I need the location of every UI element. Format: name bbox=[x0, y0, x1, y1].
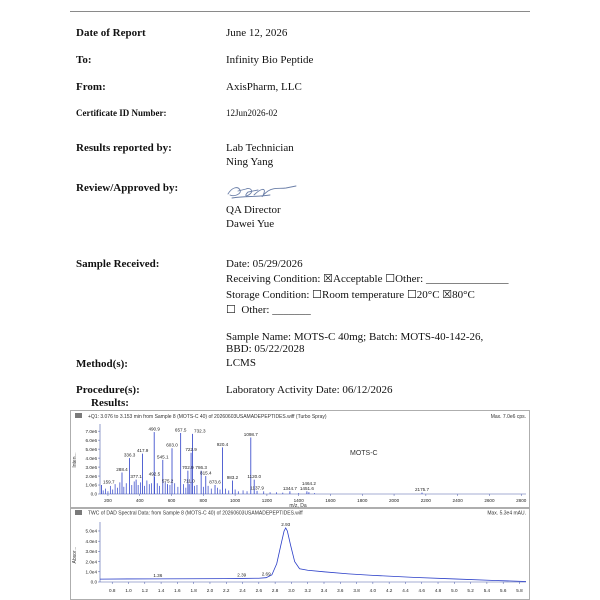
peak-label: 1464.2 bbox=[301, 481, 316, 487]
retention-time-label: 2.69 bbox=[261, 571, 271, 577]
x-tick-label: 1.0 bbox=[125, 588, 132, 593]
x-tick-label: 3.4 bbox=[320, 588, 328, 593]
x-tick-label: 1.2 bbox=[141, 588, 148, 593]
mass-spectrum-frame bbox=[71, 411, 530, 508]
x-tick-label: 1800 bbox=[357, 498, 368, 503]
mass-spectrum-max-label: Max. 7.0e6 cps. bbox=[490, 414, 526, 420]
peak-label: 732.3 bbox=[194, 428, 206, 434]
chromatogram-header: TWC of DAD Spectral Data: from Sample 8 (MOTS-C 40) of 20260603USAMADEPEPTIDES.wiff bbox=[88, 510, 303, 517]
x-tick-label: 2000 bbox=[388, 498, 400, 503]
peak-label: 1098.7 bbox=[243, 431, 258, 437]
peak-label: 575.2 bbox=[161, 478, 174, 484]
y-tick-label: 1.0e6 bbox=[85, 482, 97, 488]
y-tick-label: 6.0e6 bbox=[85, 437, 97, 443]
x-tick-label: 3.6 bbox=[337, 588, 344, 593]
mass-spectrum-chart bbox=[70, 410, 530, 508]
x-tick-label: 3.8 bbox=[353, 588, 360, 593]
chromatogram-trace bbox=[100, 528, 526, 582]
y-tick-label: 7.0e6 bbox=[85, 428, 97, 434]
from-value: AxisPharm, LLC bbox=[226, 81, 302, 93]
peak-label: 490.9 bbox=[148, 426, 160, 432]
storage-condition: Storage Condition: ☐Room temperature ☐20°C ☒80°C bbox=[226, 289, 475, 301]
to-label: To: bbox=[76, 54, 92, 66]
sample-received-date: Date: 05/29/2026 bbox=[226, 258, 303, 270]
x-tick-label: 2.8 bbox=[271, 588, 279, 593]
y-tick-label: 2.0e4 bbox=[85, 559, 97, 565]
y-tick-label: 1.0e4 bbox=[85, 569, 97, 575]
from-label: From: bbox=[76, 81, 106, 93]
y-tick-label: 4.0e6 bbox=[85, 455, 97, 461]
peak-label: 603.0 bbox=[166, 442, 178, 448]
peak-label: 2175.7 bbox=[414, 487, 430, 493]
y-tick-label: 4.0e4 bbox=[85, 538, 97, 544]
method-value: LCMS bbox=[226, 357, 256, 369]
peak-label: 1344.7 bbox=[282, 485, 297, 491]
sample-bbd: BBD: 05/22/2028 bbox=[226, 343, 305, 355]
x-tick-label: 4.2 bbox=[385, 588, 393, 593]
x-tick-label: 2.2 bbox=[223, 588, 230, 593]
mass-spectrum-title: MOTS-C bbox=[350, 450, 378, 457]
chromatogram-frame bbox=[71, 509, 530, 600]
review-approved-by-label: Review/Approved by: bbox=[76, 182, 179, 194]
peak-label: 702.9 bbox=[182, 465, 194, 471]
retention-time-label: 2.93 bbox=[281, 521, 291, 527]
x-tick-label: 800 bbox=[199, 498, 208, 503]
chart-header-icon bbox=[75, 510, 82, 515]
peak-label: 983.2 bbox=[226, 475, 239, 481]
peak-label: 711.0 bbox=[183, 478, 195, 484]
x-tick-label: 5.4 bbox=[483, 588, 491, 593]
procedure-label: Procedure(s): bbox=[76, 384, 140, 396]
chromatogram-max-label: Max. 5.3e4 mAU. bbox=[487, 510, 526, 517]
reporter-name: Ning Yang bbox=[226, 156, 274, 168]
sample-name: Sample Name: MOTS-C 40mg; Batch: MOTS-40-142-26, bbox=[226, 331, 484, 343]
mass-spectrum-plot-area bbox=[86, 424, 527, 503]
method-label: Method(s): bbox=[76, 358, 128, 370]
sample-received-label: Sample Received: bbox=[76, 258, 160, 270]
y-tick-label: 5.0e4 bbox=[85, 528, 97, 534]
peak-label: 336.3 bbox=[123, 452, 136, 458]
y-tick-label: 3.0e6 bbox=[85, 464, 97, 470]
peak-label: 545.1 bbox=[157, 454, 169, 460]
peak-label: 786.3 bbox=[195, 465, 207, 471]
x-tick-label: 2.0 bbox=[206, 588, 214, 593]
peak-label: 1137.9 bbox=[250, 485, 264, 491]
x-tick-label: 1400 bbox=[293, 498, 304, 503]
retention-time-label: 2.39 bbox=[237, 572, 247, 578]
peak-label: 377.1 bbox=[130, 474, 142, 480]
approver-title: QA Director bbox=[226, 204, 281, 216]
peak-label: 492.5 bbox=[148, 471, 161, 477]
x-tick-label: 200 bbox=[104, 498, 112, 503]
x-tick-label: 1600 bbox=[325, 498, 336, 503]
chromatogram-ylabel: Absor... bbox=[72, 546, 78, 564]
x-tick-label: 5.6 bbox=[499, 588, 507, 593]
procedure-value: Laboratory Activity Date: 06/12/2026 bbox=[226, 384, 393, 396]
x-tick-label: 1000 bbox=[229, 498, 241, 503]
signature-image bbox=[224, 181, 300, 203]
mass-spectrum-ylabel: Inten... bbox=[72, 452, 78, 468]
peak-label: 873.6 bbox=[209, 479, 221, 485]
peak-label: 722.9 bbox=[185, 447, 197, 453]
y-tick-label: 2.0e6 bbox=[85, 473, 97, 479]
x-tick-label: 400 bbox=[135, 498, 144, 503]
dad-chromatogram-chart bbox=[70, 508, 530, 600]
x-tick-label: 2400 bbox=[452, 498, 463, 503]
x-tick-label: 2800 bbox=[516, 498, 527, 503]
date-of-report-value: June 12, 2026 bbox=[226, 27, 288, 39]
results-reported-by-label: Results reported by: bbox=[76, 142, 172, 154]
peak-label: 815.4 bbox=[200, 470, 212, 476]
x-tick-label: 1200 bbox=[261, 498, 273, 503]
results-label: Results: bbox=[91, 397, 129, 409]
peak-label: 417.9 bbox=[136, 448, 149, 454]
x-tick-label: 3.2 bbox=[304, 588, 311, 593]
top-rule bbox=[70, 11, 530, 12]
y-tick-label: 0.0 bbox=[90, 579, 97, 585]
x-tick-label: 1.6 bbox=[174, 588, 181, 593]
receiving-condition: Receiving Condition: ☒Acceptable ☐Other: _______________ bbox=[226, 273, 509, 285]
peak-label: 920.4 bbox=[216, 441, 229, 447]
x-tick-label: 2600 bbox=[484, 498, 495, 503]
date-of-report-label: Date of Report bbox=[76, 27, 146, 39]
x-tick-label: 5.8 bbox=[516, 588, 523, 593]
y-tick-label: 0.0 bbox=[90, 491, 97, 497]
chromatogram-plot-area bbox=[86, 522, 527, 593]
y-tick-label: 5.0e6 bbox=[85, 446, 97, 452]
certificate-id-value: 12Jun2026-02 bbox=[226, 108, 278, 118]
peak-label: 288.4 bbox=[116, 466, 128, 472]
retention-time-label: 1.36 bbox=[153, 572, 163, 578]
x-tick-label: 2.4 bbox=[239, 588, 246, 593]
to-value: Infinity Bio Peptide bbox=[226, 54, 314, 66]
x-tick-label: 5.2 bbox=[467, 588, 474, 593]
x-tick-label: 1.8 bbox=[190, 588, 197, 593]
x-tick-label: 1.4 bbox=[157, 588, 165, 593]
x-tick-label: 2.6 bbox=[255, 588, 263, 593]
peak-label: 159.7 bbox=[103, 479, 115, 485]
x-tick-label: 4.4 bbox=[402, 588, 409, 593]
x-tick-label: 5.0 bbox=[451, 588, 458, 593]
x-tick-label: 4.8 bbox=[434, 588, 442, 593]
x-tick-label: 4.0 bbox=[369, 588, 377, 593]
approver-name: Dawei Yue bbox=[226, 218, 275, 230]
x-tick-label: 600 bbox=[167, 498, 176, 503]
chart-header-icon bbox=[75, 413, 82, 418]
x-tick-label: 2200 bbox=[420, 498, 431, 503]
y-tick-label: 3.0e4 bbox=[85, 549, 97, 555]
peak-label: 657.5 bbox=[174, 427, 187, 433]
storage-other: ☐ Other: _______ bbox=[226, 304, 311, 316]
peak-label: 1120.0 bbox=[247, 474, 262, 480]
peak-label: 1451.6 bbox=[299, 485, 314, 491]
x-tick-label: 4.6 bbox=[418, 588, 425, 593]
x-tick-label: 0.8 bbox=[109, 588, 116, 593]
mass-spectrum-header: +Q1: 3.076 to 3.153 min from Sample 8 (MOTS-C 40) of 20260603USAMADEPEPTIDES.wiff (Turbo Spray) bbox=[88, 414, 327, 420]
certificate-id-label: Certificate ID Number: bbox=[76, 108, 167, 118]
mass-spectrum-xlabel: m/z, Da bbox=[289, 503, 307, 508]
reporter-title: Lab Technician bbox=[226, 142, 294, 154]
x-tick-label: 3.0 bbox=[288, 588, 295, 593]
